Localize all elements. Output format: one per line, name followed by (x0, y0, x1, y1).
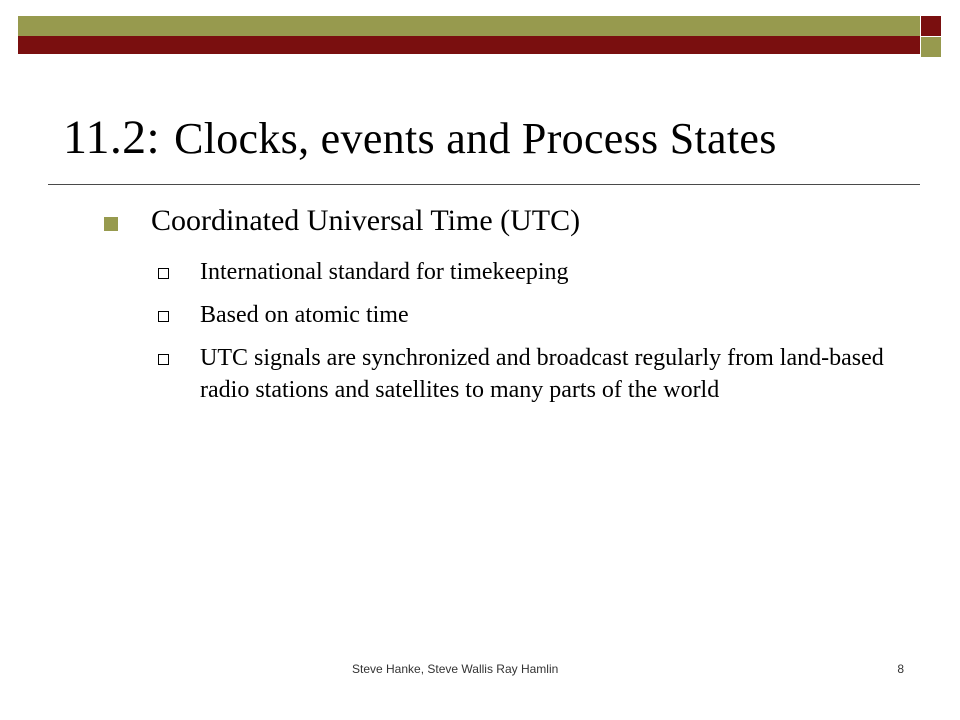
sub-bullet-item (158, 342, 918, 406)
sub-bullet-text: Based on atomic time (200, 302, 409, 328)
top-band-olive-stripe (18, 16, 920, 36)
square-bullet-icon (104, 217, 118, 231)
corner-square-olive (921, 37, 941, 57)
bullet-item (104, 204, 580, 238)
bullet-text: Coordinated Universal Time (UTC) (151, 204, 581, 237)
hollow-square-bullet-icon (158, 354, 169, 365)
hollow-square-bullet-icon (158, 268, 169, 279)
sub-bullet-text: International standard for timekeeping (200, 259, 569, 285)
sub-bullet-item (158, 299, 918, 331)
corner-square-maroon (921, 16, 941, 36)
top-band-maroon-stripe (18, 36, 920, 54)
sub-bullet-item (158, 256, 918, 288)
sub-bullet-text: UTC signals are synchronized and broadcast regularly from land-based radio stations and satellites to many parts of the world (200, 345, 884, 403)
sub-bullet-list (158, 256, 918, 417)
hollow-square-bullet-icon (158, 311, 169, 322)
slide-title-number: 11.2: (63, 111, 161, 164)
slide-title-text: Clocks, events and Process States (174, 114, 777, 163)
title-divider (48, 184, 920, 185)
footer-author: Steve Hanke, Steve Wallis Ray Hamlin (352, 662, 559, 676)
top-decorative-band (18, 16, 920, 56)
slide-title (63, 110, 777, 165)
footer-page-number: 8 (897, 662, 904, 676)
